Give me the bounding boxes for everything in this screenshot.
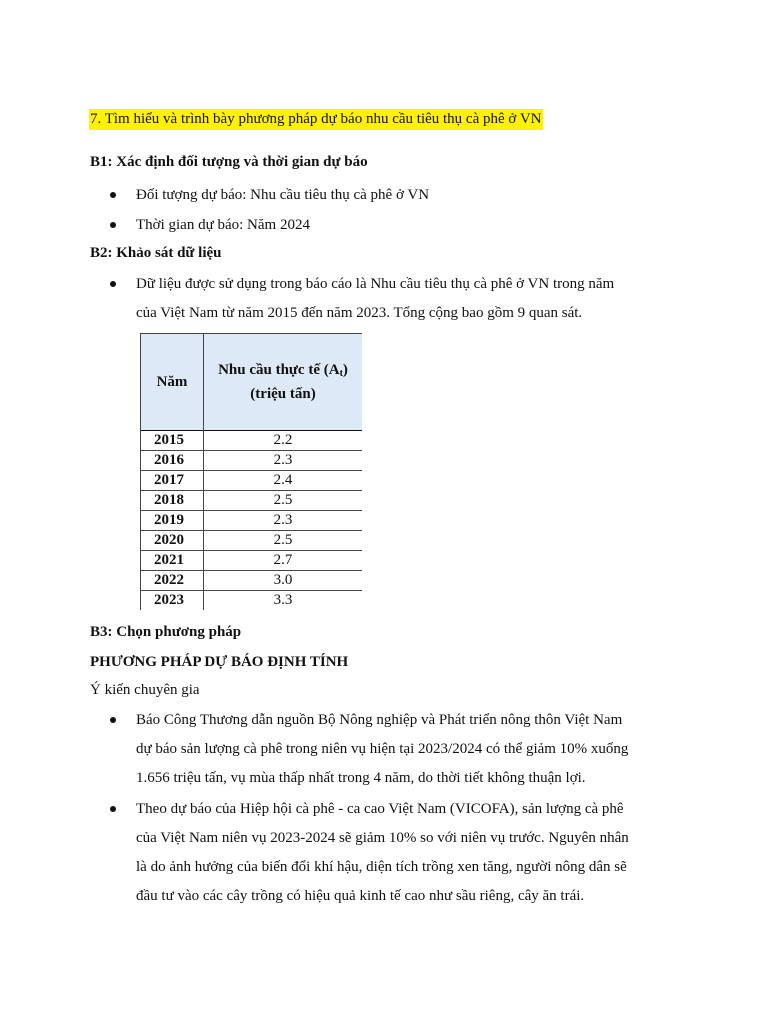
- demand-cell: 2.2: [204, 431, 363, 451]
- b1-bullet-text: Thời gian dự báo: Năm 2024: [136, 217, 310, 233]
- step-b2-title: B2: Khảo sát dữ liệu: [90, 245, 222, 261]
- step-b3-title: B3: Chọn phương pháp: [90, 624, 242, 640]
- table-row: [141, 431, 363, 451]
- table-row: [141, 591, 363, 611]
- bullet-icon: [110, 192, 116, 198]
- question-heading: 7. Tìm hiểu và trình bày phương pháp dự báo nhu cầu tiêu thụ cà phê ở VN: [89, 109, 543, 130]
- b1-bullet-text: Đối tượng dự báo: Nhu cầu tiêu thụ cà phê ở VN: [136, 187, 430, 203]
- table-row: [141, 451, 363, 471]
- demand-cell: 2.4: [204, 471, 363, 491]
- table-header-demand-sub: t: [339, 368, 343, 379]
- demand-cell: 2.7: [204, 551, 363, 571]
- table-row: [141, 511, 363, 531]
- expert-1-line-1: Báo Công Thương dẫn nguồn Bộ Nông nghiệp và Phát triển nông thôn Việt Nam: [136, 712, 623, 728]
- year-cell: 2019: [141, 511, 204, 531]
- table-header-demand-unit: (triệu tấn): [250, 386, 316, 402]
- year-cell: 2021: [141, 551, 204, 571]
- expert-1-line-3: 1.656 triệu tấn, vụ mùa thấp nhất trong 4 năm, do thời tiết không thuận lợi.: [136, 770, 586, 786]
- bullet-icon: [110, 222, 116, 228]
- demand-cell: 3.3: [204, 591, 363, 611]
- bullet-icon: [110, 806, 116, 812]
- b2-bullet-line-1: Dữ liệu được sử dụng trong báo cáo là Nhu cầu tiêu thụ cà phê ở VN trong năm: [136, 276, 615, 292]
- expert-opinion-label: Ý kiến chuyên gia: [90, 682, 200, 698]
- demand-cell: 2.3: [204, 451, 363, 471]
- table-row: [141, 491, 363, 511]
- step-b1-title: B1: Xác định đối tượng và thời gian dự báo: [90, 154, 368, 170]
- bullet-icon: [110, 281, 116, 287]
- expert-2-line-2: của Việt Nam niên vụ 2023-2024 sẽ giảm 10% so với niên vụ trước. Nguyên nhân: [136, 830, 629, 846]
- method-title: PHƯƠNG PHÁP DỰ BÁO ĐỊNH TÍNH: [90, 654, 349, 670]
- bullet-icon: [110, 717, 116, 723]
- demand-cell: 2.3: [204, 511, 363, 531]
- demand-cell: 2.5: [204, 491, 363, 511]
- year-cell: 2016: [141, 451, 204, 471]
- table-header-demand-close: ): [342, 362, 348, 378]
- expert-1-line-2: dự báo sản lượng cà phê trong niên vụ hiện tại 2023/2024 có thể giảm 10% xuống: [136, 741, 629, 757]
- demand-cell: 2.5: [204, 531, 363, 551]
- demand-cell: 3.0: [204, 571, 363, 591]
- year-cell: 2023: [141, 591, 204, 611]
- table-header-demand: [204, 334, 363, 431]
- year-cell: 2018: [141, 491, 204, 511]
- demand-table: [140, 333, 362, 610]
- table-row: [141, 471, 363, 491]
- table-row: [141, 531, 363, 551]
- table-row: [141, 551, 363, 571]
- table-row: [141, 571, 363, 591]
- expert-2-line-3: là do ảnh hưởng của biến đổi khí hậu, diện tích trồng xen tăng, người nông dân sẽ: [136, 859, 627, 875]
- expert-2-line-1: Theo dự báo của Hiệp hội cà phê - ca cao Việt Nam (VICOFA), sản lượng cà phê: [136, 801, 624, 817]
- year-cell: 2022: [141, 571, 204, 591]
- year-cell: 2015: [141, 431, 204, 451]
- year-cell: 2017: [141, 471, 204, 491]
- table-header-year: Năm: [141, 334, 204, 431]
- year-cell: 2020: [141, 531, 204, 551]
- table-header-demand-main: Nhu cầu thực tế (A: [218, 362, 340, 378]
- b2-bullet-line-2: của Việt Nam từ năm 2015 đến năm 2023. Tổng cộng bao gồm 9 quan sát.: [136, 305, 583, 321]
- expert-2-line-4: đầu tư vào các cây trồng có hiệu quả kinh tế cao như sầu riêng, cây ăn trái.: [136, 888, 585, 904]
